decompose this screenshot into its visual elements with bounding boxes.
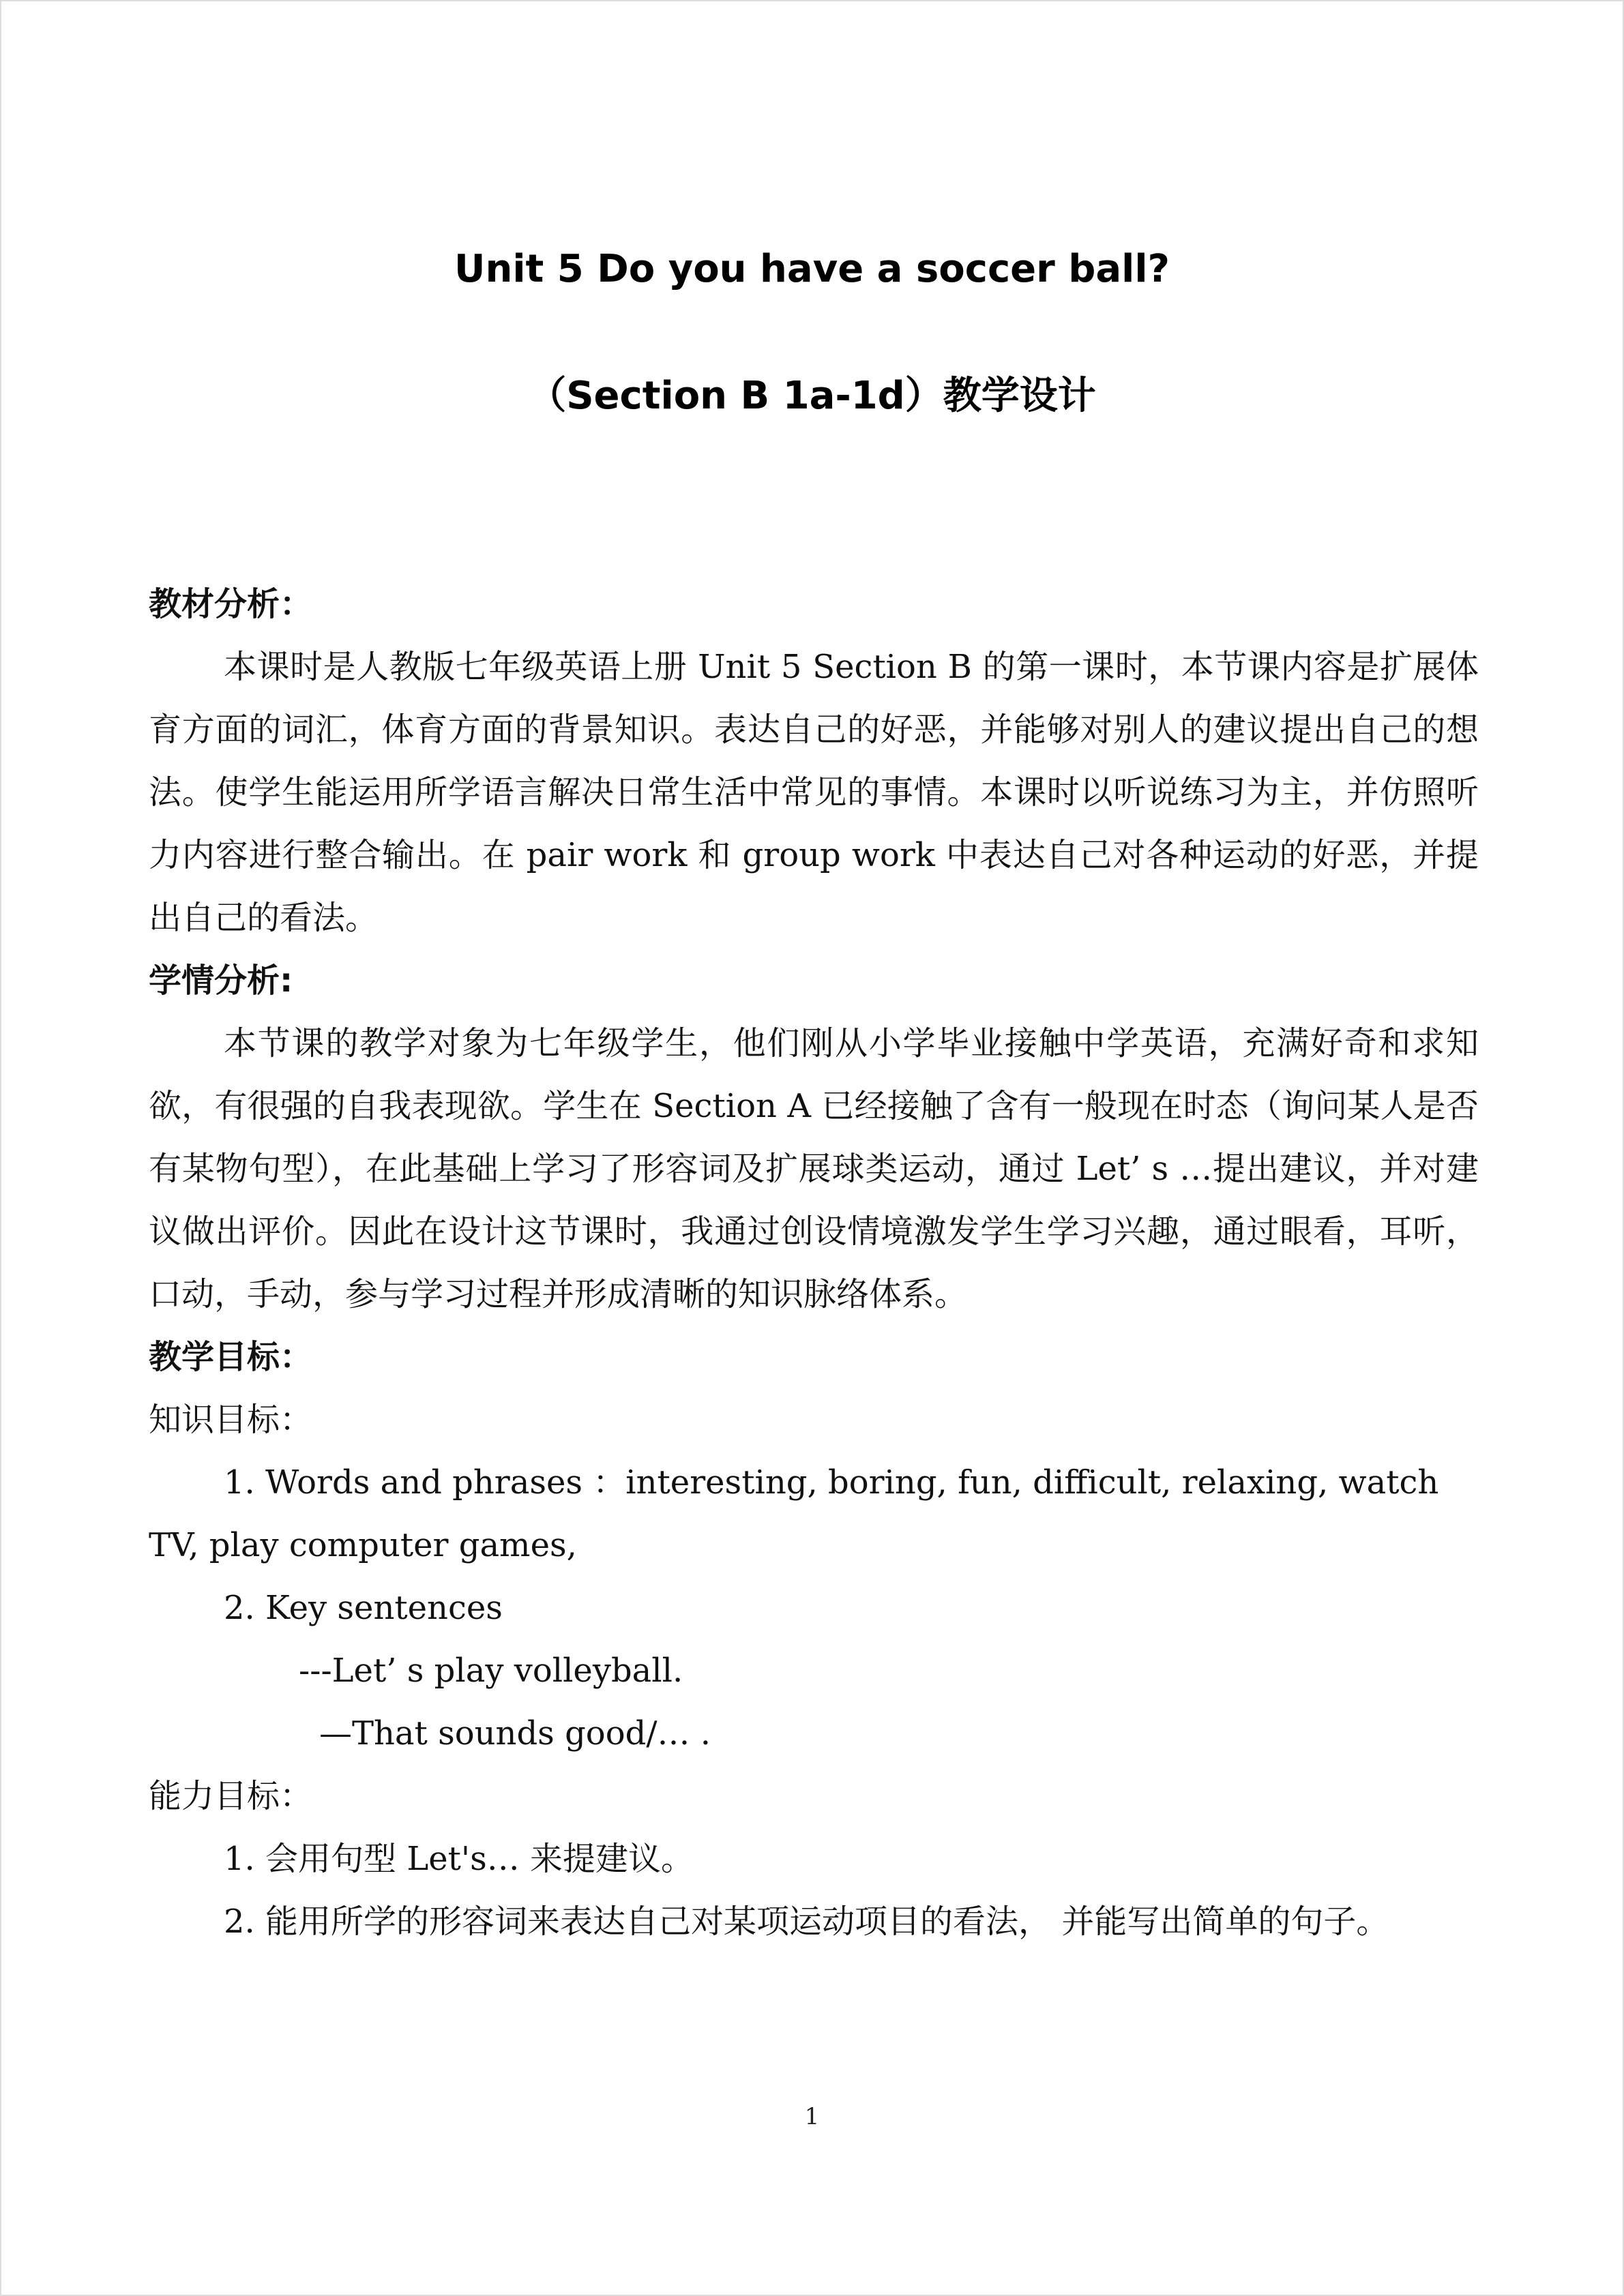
page-number: 1 [804,2103,820,2130]
knowledge-item-words: 1. Words and phrases ：interesting, boring, fun, difficult, relaxing, watch TV, play computer games, [149,1463,1439,1564]
document-subtitle: （Section B 1a-1d）教学设计 [528,374,1096,418]
student-analysis-paragraph: 本节课的教学对象为七年级学生，他们刚从小学毕业接触中学英语，充满好奇和求知欲，有很强的自我表现欲。学生在 Section A 已经接触了含有一般现在时态（询问某人是否有某物句型），在此基础上学习了形容词及扩展球类运动，通过 Let’ s …提出建议，并对建议做出评价。因此在设计这节课时，我通过创设情境激发学生学习兴趣，通过眼看，耳听，口动，手动，参与学习过程并形成清晰的知识脉络体系。 [149,1024,1479,1313]
teaching-goals-heading: 教学目标： [149,1338,313,1376]
ability-item-lets: 1. 会用句型 Let's… 来提建议。 [224,1840,694,1878]
student-analysis-heading: 学情分析: [149,961,293,1000]
ability-item-adjectives: 2. 能用所学的形容词来表达自己对某项运动项目的看法， 并能写出简单的句子。 [224,1903,1389,1941]
material-analysis-paragraph: 本课时是人教版七年级英语上册 Unit 5 Section B 的第一课时，本节课内容是扩展体育方面的词汇，体育方面的背景知识。表达自己的好恶，并能够对别人的建议提出自己的想法。使学生能运用所学语言解决日常生活中常见的事情。本课时以听说练习为主，并仿照听力内容进行整合输出。在 pair work 和 group work 中表达自己对各种运动的好恶，并提出自己的看法。 [149,648,1479,937]
ability-goals-label: 能力目标： [149,1777,313,1815]
knowledge-goals-label: 知识目标： [149,1401,313,1439]
dialog-line-response: —That sounds good/… . [319,1714,711,1753]
dialog-line-suggestion: ---Let’ s play volleyball. [299,1652,683,1690]
knowledge-item-sentences: 2. Key sentences [224,1589,503,1627]
document-title: Unit 5 Do you have a soccer ball? [454,247,1170,291]
document-body [149,573,1479,1953]
material-analysis-heading: 教材分析： [149,585,313,623]
